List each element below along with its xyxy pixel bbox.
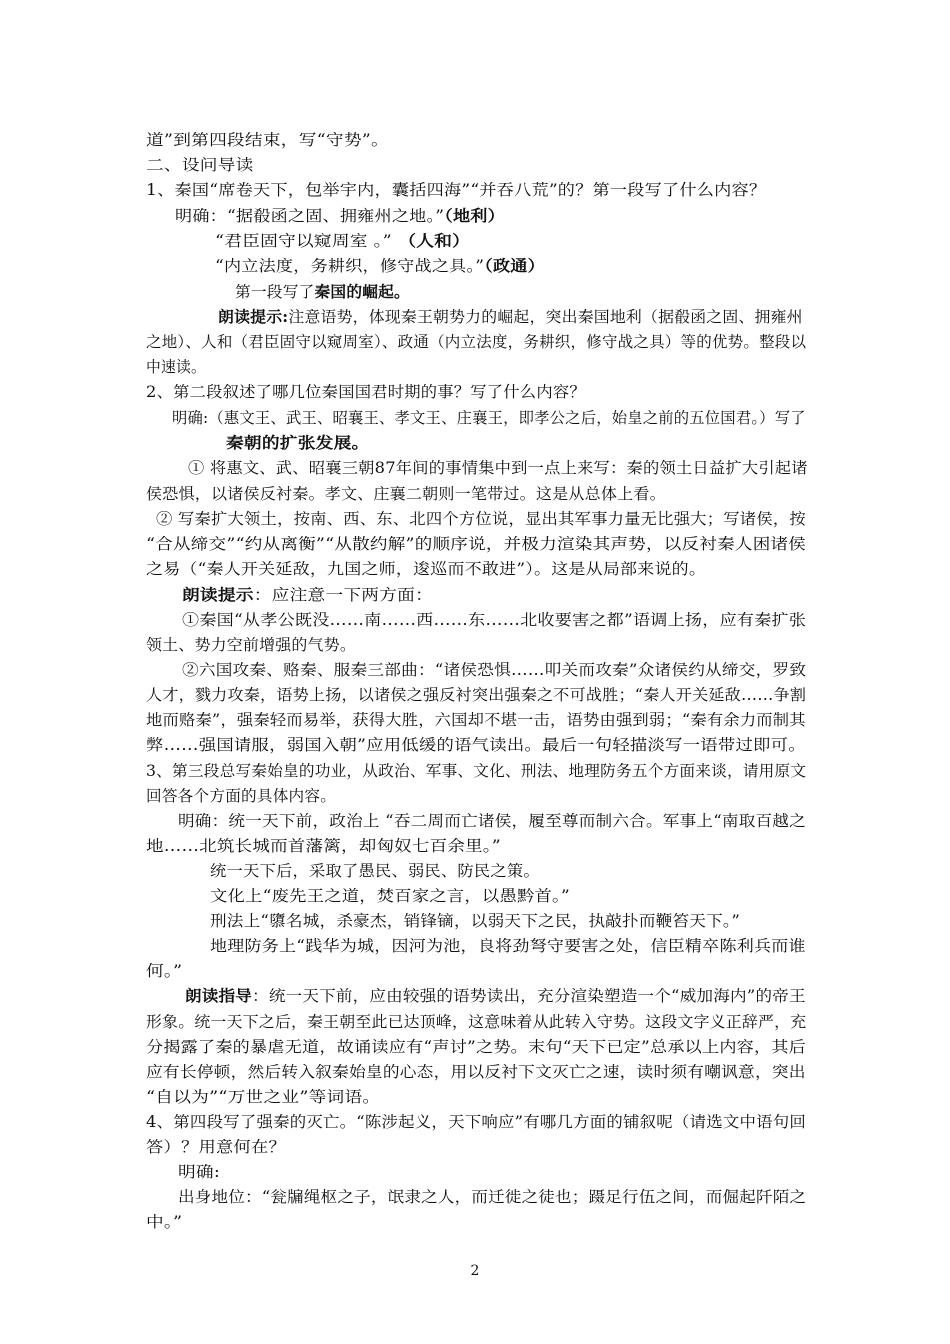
text-segment: ：应注意一下两方面： <box>253 586 434 604</box>
text-line <box>218 307 803 327</box>
text-line <box>188 458 808 478</box>
text-line <box>146 836 501 856</box>
text-segment: 地而赂秦”，强秦轻而易举，获得大胜，六国却不堪一击，语势由强到弱；“秦有余力而制其 <box>146 711 806 729</box>
text-segment: 地……北筑长城而首藩篱，却匈奴七百余里。” <box>146 837 501 855</box>
text-segment: 二、设问导读 <box>146 156 254 174</box>
text-segment: 中速读。 <box>146 358 207 376</box>
text-line <box>146 635 356 655</box>
text-segment: “内立法度，务耕织，修守战之具。” <box>215 257 485 275</box>
text-segment: 明确: <box>178 1163 221 1181</box>
text-segment: 道”到第四段结束，写“守势”。 <box>146 131 389 149</box>
text-line <box>175 206 505 226</box>
bold-text: （政通） <box>484 257 545 275</box>
bold-text: 朗读指导 <box>185 987 253 1005</box>
text-line <box>226 433 369 453</box>
text-segment: 明确：统一天下前，政治上 “吞二周而亡诸侯，履至尊而制六合。军事上“南取百越之 <box>178 812 806 830</box>
text-segment: “自以为”“万世之业”等词语。 <box>146 1088 381 1106</box>
page-number: 2 <box>470 1263 480 1279</box>
text-line <box>178 1187 806 1207</box>
text-segment: 侯恐惧，以诸侯反衬秦。孝文、庄襄二朝则一笔带过。这是从总体上看。 <box>146 485 666 503</box>
text-segment: 统一天下后，采取了愚民、弱民、防民之策。 <box>210 862 540 880</box>
text-segment: 第一段写了 <box>235 283 315 301</box>
text-line <box>182 585 433 605</box>
text-segment: ① 将惠文、武、昭襄三朝87年间的事情集中到一点上来写：秦的领土日益扩大引起诸 <box>188 459 808 477</box>
text-segment: 明确：“据殽函之固、拥雍州之地。” <box>175 207 445 225</box>
text-segment: 刑法上“隳名城，杀豪杰，销锋镝，以弱天下之民，执敲扑而鞭笞天下。” <box>210 912 741 930</box>
text-line <box>146 1037 806 1057</box>
text-line <box>146 761 806 781</box>
text-line <box>146 382 586 402</box>
text-segment: ：统一天下前，应由较强的语势读出，充分渲染塑造一个“威加海内”的帝王 <box>252 987 806 1005</box>
text-line <box>146 484 666 504</box>
bold-text: 秦国的崛起。 <box>314 283 410 301</box>
text-line <box>146 155 254 175</box>
text-segment: 注意语势，体现秦王朝势力的崛起，突出秦国地利（据殽函之固、拥雍州 <box>288 308 803 326</box>
text-segment: 2、第二段叙述了哪几位秦国国君时期的事？写了什么内容？ <box>146 383 586 401</box>
text-line <box>210 936 806 956</box>
bold-text: 朗读提示 <box>182 586 254 604</box>
text-segment: 何。” <box>146 962 183 980</box>
text-line <box>172 408 806 428</box>
text-line <box>146 130 389 150</box>
text-line <box>146 357 206 377</box>
text-line <box>146 559 706 579</box>
text-segment: 之易（“秦人开关延敌，九国之师，逡巡而不敢进”）。这是从局部来说的。 <box>146 560 707 578</box>
text-segment: 弊……强国请服，弱国入朝”应用低缓的语气读出。最后一句轻描淡写一语带过即可。 <box>146 736 806 754</box>
text-segment: 回答各个方面的具体内容。 <box>146 787 337 805</box>
text-segment: 答）？用意何在？ <box>146 1138 286 1156</box>
text-line <box>146 1062 806 1082</box>
text-segment: 应有长停顿，然后转入叙秦始皇的心态，用以反衬下文灭亡之速，读时须有嘲讽意，突出 <box>146 1063 806 1081</box>
text-line <box>178 811 806 831</box>
text-segment: 之地）、人和（君臣固守以窥周室）、政通（内立法度，务耕织，修守战之具）等的优势。整段以 <box>146 333 807 351</box>
text-segment: “君臣固守以窥周室 。” <box>215 232 392 250</box>
text-segment: 文化上“废先王之道，焚百家之言，以愚黔首。” <box>210 887 570 905</box>
text-segment: 分揭露了秦的暴虐无道，故诵读应有“声讨”之势。末句“天下已定”总承以上内容，其后 <box>146 1038 807 1056</box>
text-line <box>146 180 766 200</box>
text-segment: “合从缔交”“约从离衡”“从散约解”的顺序说，并极力渲染其声势，以反衬秦人困诸侯 <box>146 535 807 553</box>
text-line <box>146 1012 806 1032</box>
text-segment: 人才，戮力攻秦，语势上扬，以诸侯之强反衬突出强秦之不可战胜；“秦人开关延敌……争割 <box>146 686 807 704</box>
text-segment: 明确:（惠文王、武王、昭襄王、孝文王、庄襄王，即孝公之后，始皇之前的五位国君。）写了 <box>172 409 806 427</box>
text-line <box>185 986 806 1006</box>
text-line <box>146 961 182 981</box>
text-segment: ①秦国“从孝公既没……南……西……东……北收要害之都”语调上扬，应有秦扩张 <box>182 611 807 629</box>
text-line <box>210 861 540 881</box>
text-line <box>178 1162 220 1182</box>
text-line <box>235 282 410 302</box>
text-line <box>146 1112 806 1132</box>
text-line <box>146 710 806 730</box>
text-line <box>146 332 806 352</box>
text-segment: 3、第三段总写秦始皇的功业，从政治、军事、文化、刑法、地理防务五个方面来谈，请用原文 <box>146 762 807 780</box>
text-line <box>210 886 570 906</box>
bold-text: 秦朝的扩张发展。 <box>226 434 370 452</box>
text-segment: 1、秦国“席卷天下，包举宇内，囊括四海”“并吞八荒”的？第一段写了什么内容？ <box>146 181 767 199</box>
bold-text: （地利） <box>444 207 505 225</box>
text-line <box>146 1212 182 1232</box>
text-line <box>146 534 806 554</box>
text-line <box>146 685 806 705</box>
text-line <box>156 509 806 529</box>
text-line <box>182 660 806 680</box>
text-segment: 出身地位：“瓮牖绳枢之子，氓隶之人，而迁徙之徒也；蹑足行伍之间，而倔起阡陌之 <box>178 1188 807 1206</box>
text-line <box>215 256 545 276</box>
bold-text: 朗读提示: <box>218 308 289 326</box>
bold-text: （人和） <box>391 232 471 250</box>
text-segment: 领土、势力空前增强的气势。 <box>146 636 356 654</box>
text-line <box>146 786 336 806</box>
text-line <box>210 911 740 931</box>
text-segment: 地理防务上“践华为城，因河为池，良将劲弩守要害之处，信臣精卒陈利兵而谁 <box>210 937 806 955</box>
text-line <box>215 231 470 251</box>
text-segment: 4、第四段写了强秦的灭亡。“陈涉起义，天下响应”有哪几方面的铺叙呢（请选文中语句回 <box>146 1113 807 1131</box>
text-line <box>146 1087 380 1107</box>
text-segment: ② 写秦扩大领土，按南、西、东、北四个方位说，显出其军事力量无比强大；写诸侯，按 <box>156 510 806 528</box>
text-line <box>146 1137 286 1157</box>
text-segment: ②六国攻秦、赂秦、服秦三部曲：“诸侯恐惧……叩关而攻秦”众诸侯约从缔交，罗致 <box>182 661 807 679</box>
text-segment: 形象。统一天下之后，秦王朝至此已达顶峰，这意味着从此转入守势。这段文字义正辞严，充 <box>146 1013 807 1031</box>
text-line <box>146 735 806 755</box>
text-line <box>182 610 806 630</box>
text-segment: 中。” <box>146 1213 183 1231</box>
